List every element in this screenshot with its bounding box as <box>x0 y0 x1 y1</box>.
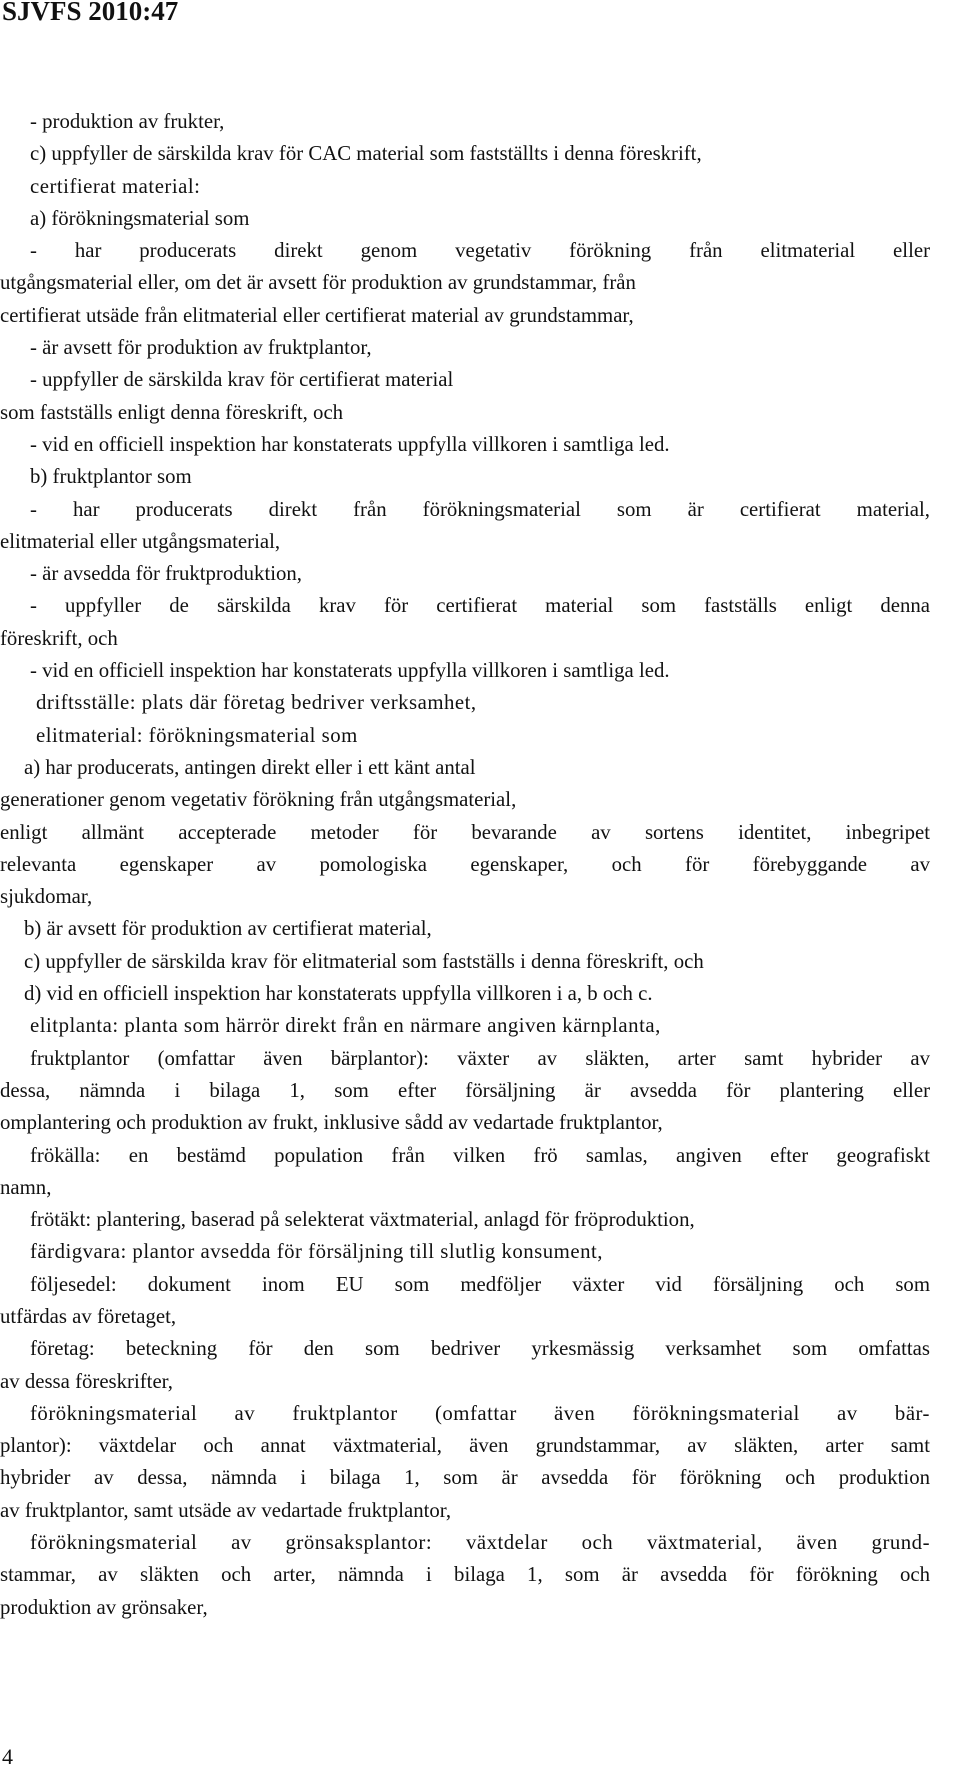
text-line: b) är avsett för produktion av certifierat material, <box>24 917 432 941</box>
text-line: föreskrift, och <box>0 626 118 650</box>
text-line: d) vid en officiell inspektion har konstaterats uppfylla villkoren i a, b och c. <box>24 982 653 1006</box>
text-line: enligt allmänt accepterade metoder för bevarande av sortens identitet, inbegripet <box>0 820 930 844</box>
text-line: driftsställe: plats där företag bedriver verksamhet, <box>36 691 477 715</box>
text-line: frötäkt: plantering, baserad på selekterat växtmaterial, anlagd för fröproduktion, <box>30 1208 695 1232</box>
text-line: - uppfyller de särskilda krav för certifierat material som fastställs enligt denna <box>30 594 930 618</box>
text-line: namn, <box>0 1175 52 1199</box>
text-line: generationer genom vegetativ förökning från utgångsmaterial, <box>0 788 517 812</box>
text-line: - uppfyller de särskilda krav för certifierat material <box>30 368 454 392</box>
document-header: SJVFS 2010:47 <box>2 0 179 26</box>
text-line: frökälla: en bestämd population från vilken frö samlas, angiven efter geografiskt <box>30 1143 930 1167</box>
text-line: - är avsedda för fruktproduktion, <box>30 562 303 586</box>
text-line: elitplanta: planta som härrör direkt från en närmare angiven kärnplanta, <box>30 1014 661 1038</box>
text-line: hybrider av dessa, nämnda i bilaga 1, som är avsedda för förökning och produktion <box>0 1466 930 1490</box>
text-line: fruktplantor (omfattar även bärplantor): växter av släkten, arter samt hybrider av <box>30 1046 930 1070</box>
text-line: utgångsmaterial eller, om det är avsett för produktion av grundstammar, från <box>0 271 636 295</box>
text-line: a) har producerats, antingen direkt eller i ett känt antal <box>24 755 476 779</box>
text-line: elitmaterial eller utgångsmaterial, <box>0 529 281 553</box>
text-line: c) uppfyller de särskilda krav för CAC material som fastställts i denna föreskrift, <box>30 142 702 166</box>
text-line: c) uppfyller de särskilda krav för elitmaterial som fastställs i denna föreskrift, och <box>24 949 704 973</box>
text-line: förökningsmaterial av grönsaksplantor: växtdelar och växtmaterial, även grund- <box>30 1531 930 1555</box>
text-line: b) fruktplantor som <box>30 465 192 489</box>
page-number: 4 <box>2 1744 13 1769</box>
text-line: av fruktplantor, samt utsäde av vedartade fruktplantor, <box>0 1498 452 1522</box>
text-line: av dessa föreskrifter, <box>0 1369 173 1393</box>
text-line: - har producerats direkt från förökningsmaterial som är certifierat material, <box>30 497 930 521</box>
text-line: - har producerats direkt genom vegetativ förökning från elitmaterial eller <box>30 239 930 263</box>
text-line: produktion av grönsaker, <box>0 1595 208 1619</box>
document-body <box>0 106 930 1624</box>
text-line: förökningsmaterial av fruktplantor (omfattar även förökningsmaterial av bär- <box>30 1401 930 1425</box>
text-line: - vid en officiell inspektion har konstaterats uppfylla villkoren i samtliga led. <box>30 432 670 456</box>
text-line: - är avsett för produktion av fruktplantor, <box>30 336 372 360</box>
text-line: omplantering och produktion av frukt, inklusive sådd av vedartade fruktplantor, <box>0 1111 663 1135</box>
text-line: sjukdomar, <box>0 885 93 909</box>
text-line: färdigvara: plantor avsedda för försäljning till slutlig konsument, <box>30 1240 603 1264</box>
text-line: följesedel: dokument inom EU som medföljer växter vid försäljning och som <box>30 1272 930 1296</box>
text-line: utfärdas av företaget, <box>0 1304 177 1328</box>
text-line: - produktion av frukter, <box>30 110 225 133</box>
text-line: relevanta egenskaper av pomologiska egenskaper, och för förebyggande av <box>0 852 930 876</box>
text-line: plantor): växtdelar och annat växtmaterial, även grundstammar, av släkten, arter samt <box>0 1434 930 1458</box>
text-line: företag: beteckning för den som bedriver yrkesmässig verksamhet som omfattas <box>30 1337 930 1361</box>
text-line: elitmaterial: förökningsmaterial som <box>36 723 358 747</box>
text-line: dessa, nämnda i bilaga 1, som efter försäljning är avsedda för plantering eller <box>0 1078 930 1102</box>
text-line: som fastställs enligt denna föreskrift, och <box>0 400 344 424</box>
text-line: stammar, av släkten och arter, nämnda i bilaga 1, som är avsedda för förökning och <box>0 1563 930 1587</box>
text-line: - vid en officiell inspektion har konstaterats uppfylla villkoren i samtliga led. <box>30 659 670 683</box>
text-line: a) förökningsmaterial som <box>30 206 250 230</box>
text-line: certifierat material: <box>30 174 201 198</box>
text-line: certifierat utsäde från elitmaterial eller certifierat material av grundstammar, <box>0 303 634 327</box>
